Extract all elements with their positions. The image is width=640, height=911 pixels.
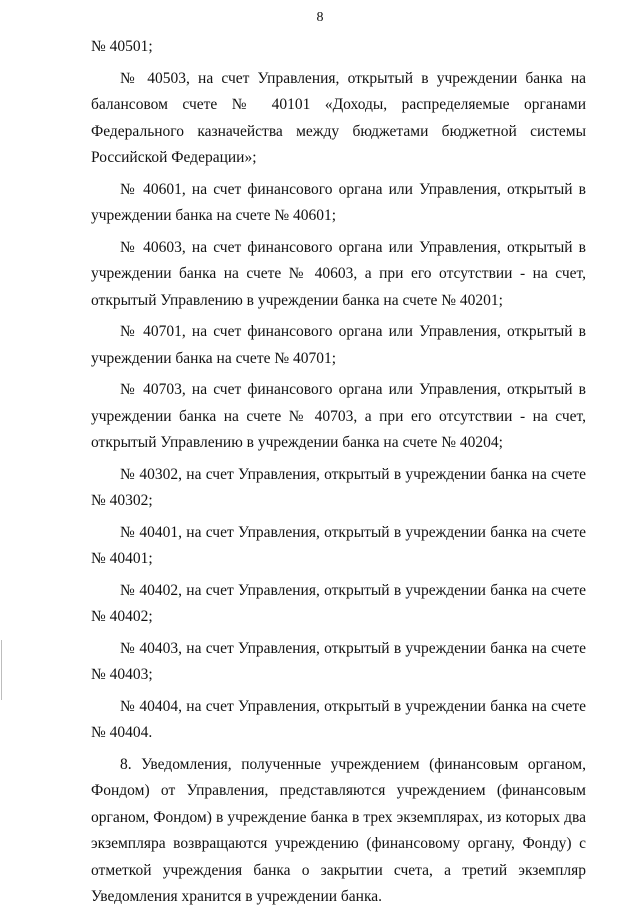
paragraph-account-40403: № 40403, на счет Управления, открытый в учреждении банка на счете № 40403; — [91, 639, 586, 683]
scan-edge-mark — [1, 640, 2, 700]
page-number: 8 — [316, 10, 324, 25]
paragraph-account-40404: № 40404, на счет Управления, открытый в учреждении банка на счете № 40404. — [91, 697, 586, 741]
paragraph-account-40501: № 40501; — [91, 38, 153, 55]
document-body — [91, 34, 586, 911]
paragraph-account-40302: № 40302, на счет Управления, открытый в учреждении банка на счете № 40302; — [91, 465, 586, 509]
paragraph-account-40401: № 40401, на счет Управления, открытый в учреждении банка на счете № 40401; — [91, 523, 586, 567]
paragraph-account-40703: № 40703, на счет финансового органа или Управления, открытый в учреждении банка на счете № 40703, а при его отсутствии - на счет, открытый Управлению в учреждении банка на счете № 40204; — [91, 381, 586, 451]
paragraph-account-40402: № 40402, на счет Управления, открытый в учреждении банка на счете № 40402; — [91, 581, 586, 625]
paragraph-account-40601: № 40601, на счет финансового органа или Управления, открытый в учреждении банка на счете № 40601; — [91, 180, 586, 224]
paragraph-account-40603: № 40603, на счет финансового органа или Управления, открытый в учреждении банка на счете № 40603, а при его отсутствии - на счет, открытый Управлению в учреждении банка на счете № 40201; — [91, 238, 586, 309]
paragraph-item-8-notifications: 8. Уведомления, полученные учреждением (финансовым органом, Фондом) от Управления, представляются учреждением (финансовым органом, Фондом) в учреждение банка в трех экземплярах, из которых два экземпляра возвращаются учреждению (финансовому органу, Фонду) с отметкой учреждения банка о закрытии счета, а третий экземпляр Уведомления хранится в учреждении банка. — [91, 755, 586, 905]
paragraph-account-40503: № 40503, на счет Управления, открытый в учреждении банка на балансовом счете № 40101 «Доходы, распределяемые органами Федерального казначейства между бюджетами бюджетной системы Российской Федерации»; — [91, 69, 586, 166]
paragraph-account-40701: № 40701, на счет финансового органа или Управления, открытый в учреждении банка на счете № 40701; — [91, 323, 586, 367]
